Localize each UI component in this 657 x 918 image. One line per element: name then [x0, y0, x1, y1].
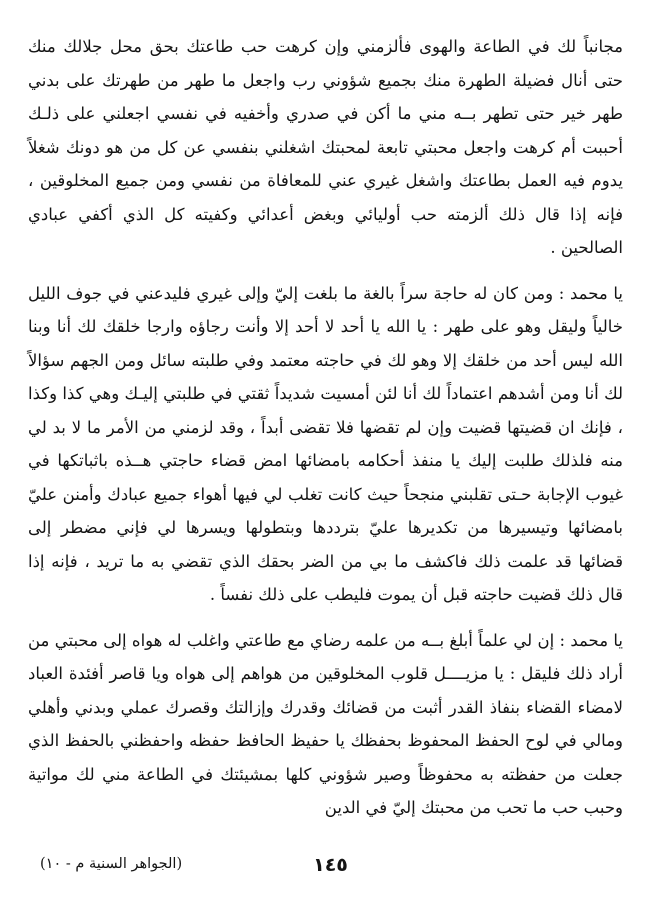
- paragraph-3: يا محمد : إن لي علماً أبلغ بــه من علمه رضاي مع طاعتي واغلب له هواه إلى محبتي من أراد ذلك فليقل : يا مزيــــل قلوب المخلوقين من هواهم إلى هواه ويا قاصر أفئدة العباد لامضاء القضاء بنفاذ القدر أثبت من قضائك وقدرك وإزالتك وقصرك عملي وبدني وأهلي ومالي في لوح الحفظ المحفوظ بحفظك يا حفيظ الحافظ حفظه واحفظني بالحفظ الذي جعلت من حفظته به محفوظاً وصير شؤوني كلها بمشيئتك في الطاعة مني لك مواتية وحبب حب ما تحب من محبتك إليّ في الدين: [28, 630, 623, 817]
- paragraph-1: مجانباً لك في الطاعة والهوى فألزمني وإن كرهت حب طاعتك بحق محل جلالك منك حتى أنال فضيلة الطهرة منك بجميع شؤوني رب واجعل ما طهر من طهرتك على بدني طهر خير حتى تطهر بــه مني ما أكن في صدري وأخفيه في نفسي اجعلني على ذلـك أحببت أم كرهت واجعل محبتي تابعة لمحبتك اشغلني بنفسي عن كل من هو دونك شغلاً يدوم فيه العمل بطاعتك واشغل غيري عني للمعافاة من نفسي ومن جميع المخلوقين ، فإنه إذا قال ذلك ألزمته حب أوليائي وبغض أعدائي وكفيته كل الذي أكفي عبادي الصالحين .: [28, 37, 623, 257]
- paragraph-2: يا محمد : ومن كان له حاجة سراً بالغة ما بلغت إليّ وإلى غيري فليدعني في جوف الليل خالياً وليقل وهو على طهر : يا الله يا أحد لا أحد إلا وأنت رجاؤه وارجا خلقك لك أنا وبنا الله ليس أحد من خلقك إلا وهو لك في حاجته معتمد وفي طلبته سائل ومن الجهم سؤالاً لك أنا ومن أشدهم اعتماداً لك أنا لئن أمسيت شديداً ثقتي في طلبتي إليـك وهي كذا وكذا ، فإنك ان قضيتها قضيت وإن لم تقضها فلا تقضى أبداً ، وقد لزمني من الأمر ما لا بد لي منه فلذلك طلبت إليك يا منفذ أحكامه بامضائها امض قضاء حاجتي هــذه باثباتكها في غيوب الإجابة حـتى تقلبني منجحاً حيث كانت تغلب لي فيها أهواء جميع عبادك وأمنن عليّ بامضائها وتيسيرها من تكديرها عليّ بترددها وبتطولها ويسرها لي فإني مضطر إلى قضائها قد علمت ذلك فاكشف ما بي من الضر بحقك الذي تقضي به ما تريد ، فإنه إذا قال ذلك قضيت حاجته قبل أن يموت فليطب على ذلك نفساً .: [28, 283, 623, 604]
- body-text: [28, 30, 623, 825]
- page-number: ١٤٥: [313, 854, 348, 876]
- running-footer: (الجواهر السنية م - ١٠): [40, 856, 183, 872]
